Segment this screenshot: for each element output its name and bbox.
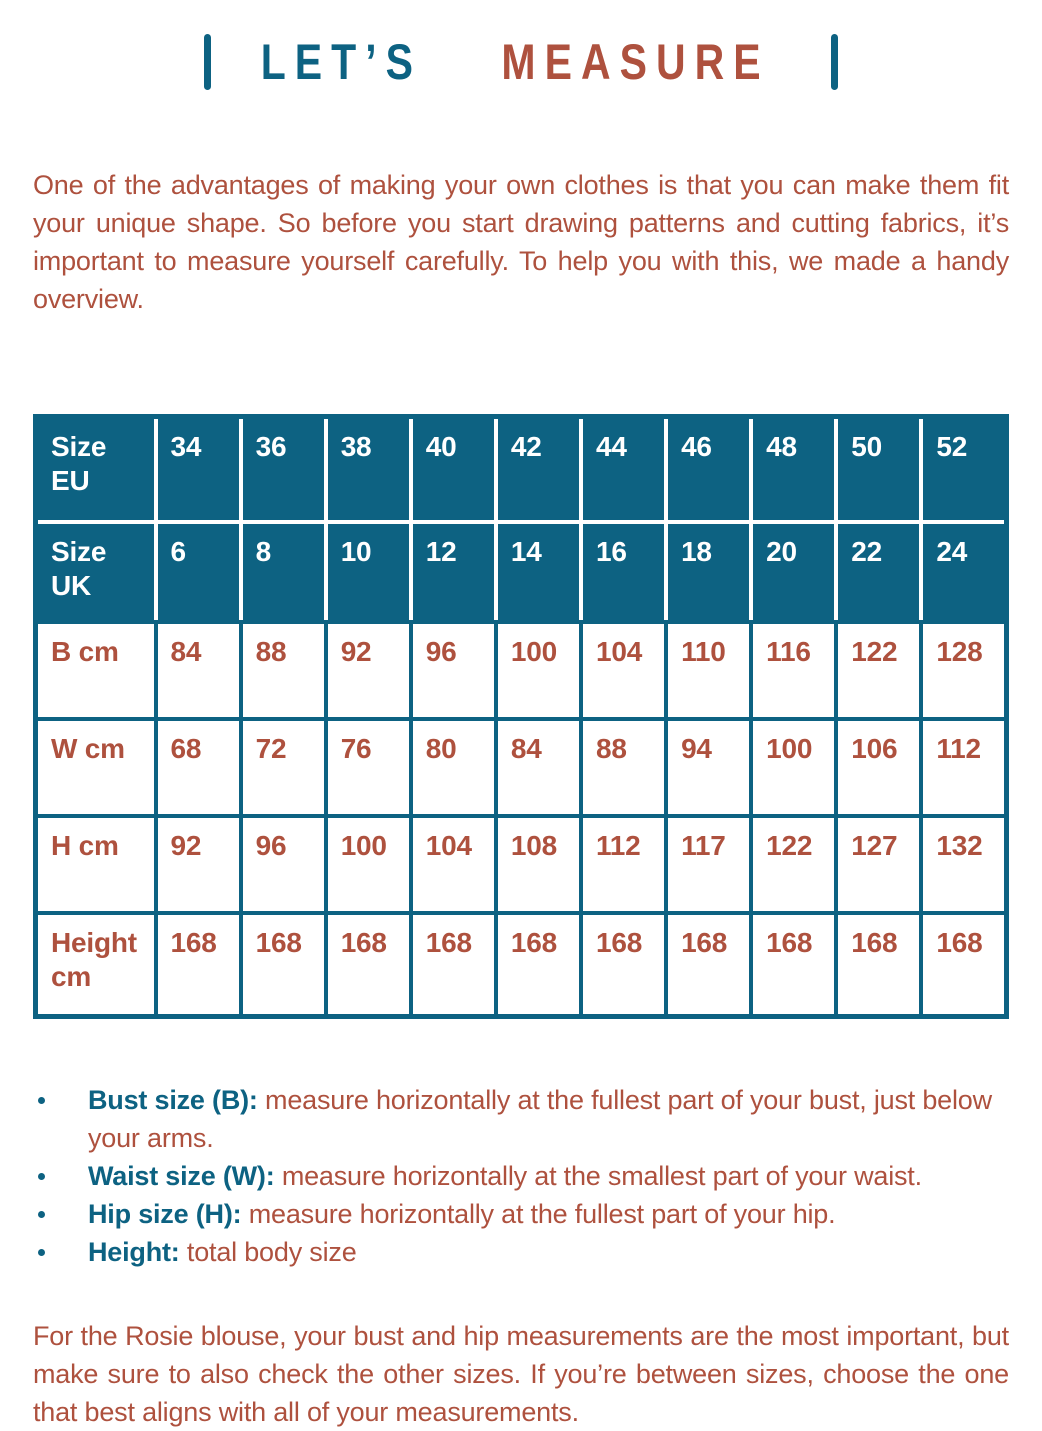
note-text: measure horizontally at the fullest part of your bust, just below your arms. [88, 1085, 992, 1153]
bullet-icon [38, 1173, 45, 1180]
measure-cell: 88 [581, 719, 666, 816]
measure-cell: 108 [496, 816, 581, 913]
measure-cell: 92 [156, 816, 241, 913]
size-cell: 6 [156, 522, 241, 622]
measure-cell: 117 [666, 816, 751, 913]
measure-cell: 122 [836, 622, 921, 719]
note-text: total body size [186, 1237, 357, 1267]
measure-cell: 106 [836, 719, 921, 816]
size-cell: 12 [411, 522, 496, 622]
measure-cell: 168 [921, 913, 1006, 1017]
size-cell: 24 [921, 522, 1006, 622]
table-row-hip [36, 816, 1007, 913]
measure-cell: 84 [156, 622, 241, 719]
size-cell: 18 [666, 522, 751, 622]
measure-cell: 104 [411, 816, 496, 913]
size-cell: 34 [156, 417, 241, 523]
note-item-waist [33, 1157, 1009, 1195]
closing-paragraph: For the Rosie blouse, your bust and hip measurements are the most important, but make sure to also check the other sizes. If you’re between sizes, choose the one that best aligns with all of your measurements. [33, 1321, 1009, 1427]
size-cell: 50 [836, 417, 921, 523]
table-row-size-uk [36, 522, 1007, 622]
row-label-cell: Size EU [36, 417, 156, 523]
measure-cell: 88 [241, 622, 326, 719]
size-cell: 52 [921, 417, 1006, 523]
table-row-bust [36, 622, 1007, 719]
note-item-bust [33, 1081, 1009, 1157]
measure-cell: 168 [751, 913, 836, 1017]
measure-cell: 168 [241, 913, 326, 1017]
row-label-cell: H cm [36, 816, 156, 913]
size-cell: 22 [836, 522, 921, 622]
size-cell: 40 [411, 417, 496, 523]
size-cell: 36 [241, 417, 326, 523]
note-label: Hip size (H): [88, 1199, 242, 1229]
size-cell: 42 [496, 417, 581, 523]
size-cell: 8 [241, 522, 326, 622]
measure-cell: 100 [496, 622, 581, 719]
title-bar-left-icon [204, 34, 211, 90]
size-cell: 10 [326, 522, 411, 622]
note-item-height [33, 1233, 1009, 1271]
table-row-size-eu [36, 417, 1007, 523]
measure-cell: 104 [581, 622, 666, 719]
measure-cell: 128 [921, 622, 1006, 719]
measure-cell: 96 [241, 816, 326, 913]
note-label: Waist size (W): [88, 1161, 275, 1191]
measurement-notes-list [33, 1081, 1009, 1271]
bullet-icon [38, 1211, 45, 1218]
note-text: measure horizontally at the fullest part of your hip. [248, 1199, 836, 1229]
size-cell: 44 [581, 417, 666, 523]
measure-cell: 94 [666, 719, 751, 816]
measure-cell: 112 [921, 719, 1006, 816]
measure-cell: 168 [666, 913, 751, 1017]
measure-cell: 132 [921, 816, 1006, 913]
row-label-cell: W cm [36, 719, 156, 816]
bullet-icon [38, 1249, 45, 1256]
size-cell: 14 [496, 522, 581, 622]
measure-cell: 168 [581, 913, 666, 1017]
measure-cell: 168 [836, 913, 921, 1017]
size-cell: 46 [666, 417, 751, 523]
size-cell: 48 [751, 417, 836, 523]
title-bar-right-icon [831, 34, 838, 90]
measure-cell: 68 [156, 719, 241, 816]
measure-cell: 80 [411, 719, 496, 816]
measure-cell: 168 [496, 913, 581, 1017]
intro-paragraph: One of the advantages of making your own clothes is that you can make them fit your unique shape. So before you start drawing patterns and cutting fabrics, it’s important to measure yourself carefully. To help you with this, we made a handy overview. [33, 170, 1009, 314]
note-item-hip [33, 1195, 1009, 1233]
title-word-lets: LET’S [260, 34, 423, 90]
measure-cell: 168 [156, 913, 241, 1017]
note-text: measure horizontally at the smallest part of your waist. [281, 1161, 922, 1191]
note-label: Bust size (B): [88, 1085, 258, 1115]
measure-cell: 127 [836, 816, 921, 913]
measure-cell: 72 [241, 719, 326, 816]
measure-cell: 168 [411, 913, 496, 1017]
row-label-cell: Size UK [36, 522, 156, 622]
table-row-height [36, 913, 1007, 1017]
size-cell: 20 [751, 522, 836, 622]
bullet-icon [38, 1097, 45, 1104]
size-table [33, 414, 1009, 1019]
measure-cell: 100 [751, 719, 836, 816]
measure-cell: 116 [751, 622, 836, 719]
size-cell: 16 [581, 522, 666, 622]
measure-cell: 92 [326, 622, 411, 719]
measure-cell: 100 [326, 816, 411, 913]
measure-cell: 84 [496, 719, 581, 816]
title-word-measure: MEASURE [501, 34, 770, 90]
row-label-cell: B cm [36, 622, 156, 719]
measure-cell: 96 [411, 622, 496, 719]
page-title [0, 30, 1042, 94]
measure-cell: 76 [326, 719, 411, 816]
measure-cell: 168 [326, 913, 411, 1017]
measure-cell: 122 [751, 816, 836, 913]
measure-cell: 112 [581, 816, 666, 913]
row-label-cell: Height cm [36, 913, 156, 1017]
size-cell: 38 [326, 417, 411, 523]
note-label: Height: [88, 1237, 180, 1267]
measure-cell: 110 [666, 622, 751, 719]
table-row-waist [36, 719, 1007, 816]
